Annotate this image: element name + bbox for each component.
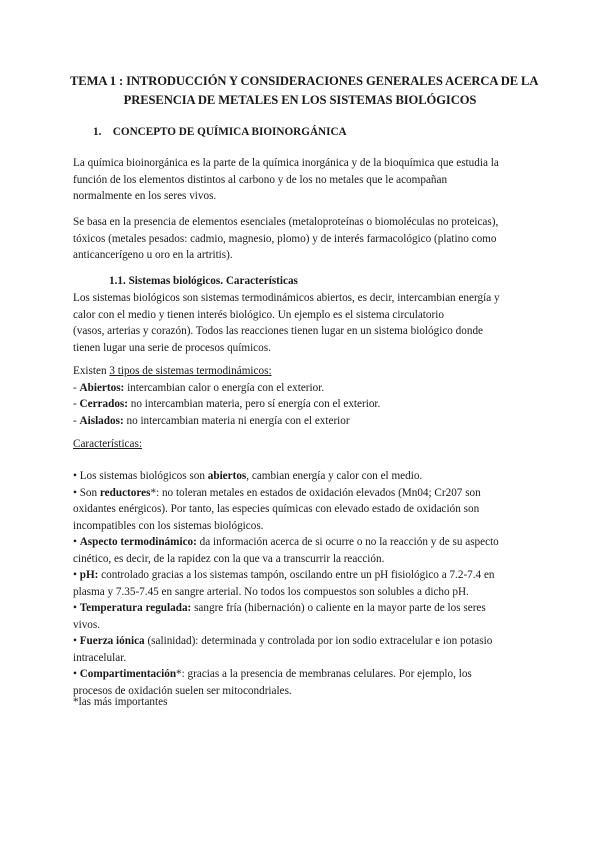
title-line-2: PRESENCIA DE METALES EN LOS SISTEMAS BIOLÓGICOS [123,93,477,107]
section-number: 1. [93,126,102,138]
paragraph-line: tóxicos (metales pesados: cadmio, magnesio, plomo) y de interés farmacológico (platino como [73,232,497,245]
characteristic-text: da información acerca de si ocurre o no la reacción y de su aspecto [196,536,499,548]
system-types-list [73,363,543,429]
characteristic-term: Fuerza iónica [79,635,145,647]
types-intro-prefix: Existen [73,365,110,377]
characteristic-text: • [73,569,80,581]
characteristic-text: plasma y 7.35-7.45 en sangre arterial. No todos los compuestos son solubles a dicho pH. [73,585,469,598]
paragraph-line: Se basa en la presencia de elementos esenciales (metaloproteínas o biomoléculas no proteicas), [73,216,499,228]
paragraph-line: anticancerígeno u oro en la artritis). [73,249,233,261]
type-dash: - [73,414,80,427]
characteristic-term: Temperatura regulada: [79,602,192,614]
characteristic-line [73,633,543,650]
type-item-closed [73,396,543,413]
types-intro-underlined: 3 tipos de sistemas termodinámicos: [109,365,272,377]
paragraph-line: normalmente en los seres vivos. [73,190,217,202]
type-item-isolated [73,413,543,430]
characteristic-text: *: no toleran metales en estados de oxidación elevados (Mn04; Cr207 son [150,486,481,499]
characteristic-line [73,534,543,551]
characteristics-list [73,468,543,699]
systems-paragraph [73,290,543,356]
characteristic-text: • [73,668,80,680]
type-text: no intercambian materia, pero sí energía con el exterior. [128,398,381,410]
characteristic-line [73,518,543,535]
characteristic-term: pH: [79,569,99,581]
paragraph-line: Los sistemas biológicos son sistemas termodinámicos abiertos, es decir, intercambian energía y [73,292,500,304]
paragraph-line: calor con el medio y tienen interés biológico. Un ejemplo es el sistema circulatorio [73,308,444,321]
characteristic-line [73,617,543,634]
characteristic-term: Aspecto termodinámico: [79,536,197,548]
characteristic-text: • Los sistemas biológicos son [73,470,208,482]
paragraph-line: función de los elementos distintos al carbono y de los no metales que le acompañan [73,173,448,186]
characteristic-text: sangre fría (hibernación) o caliente en la mayor parte de los seres [191,602,486,614]
characteristic-text: • Son [73,486,100,499]
type-term: Abiertos: [79,381,125,394]
type-dash: - [73,398,80,410]
paragraph-line: La química bioinorgánica es la parte de la química inorgánica y de la bioquímica que estudia la [73,157,499,169]
type-text: no intercambian materia ni energía con el exterior [123,414,350,427]
footnote: *las más importantes [73,696,168,708]
page-title [70,72,539,110]
definition-paragraph [73,155,543,205]
type-term: Cerrados: [79,398,128,410]
characteristic-text: • [73,536,80,548]
characteristic-text: oxidantes enérgicos). Por tanto, las especies químicas con elevado estado de oxidación son [73,503,480,515]
characteristic-item [73,666,543,699]
paragraph-line: tienen lugar una serie de procesos químicos. [73,341,271,354]
characteristic-text: • [73,635,80,647]
characteristic-text: *: gracias a la presencia de membranas celulares. Por ejemplo, los [176,668,472,680]
characteristic-item [73,600,543,633]
characteristic-item [73,567,543,600]
type-dash: - [73,381,80,394]
characteristic-text: cinético, es decir, de la rapidez con la que va a transcurrir la reacción. [73,552,385,565]
section-title: CONCEPTO DE QUÍMICA BIOINORGÁNICA [112,126,347,138]
characteristic-text: vivos. [73,618,101,631]
characteristic-line [73,551,543,568]
characteristic-line [73,584,543,601]
subsection-heading: 1.1. Sistemas biológicos. Características [109,275,298,287]
characteristic-line [73,567,543,584]
characteristic-line [73,600,543,617]
characteristic-item [73,468,543,485]
characteristic-text: intracelular. [73,651,127,664]
type-item-open [73,380,543,397]
characteristic-line [73,666,543,683]
characteristic-text: , cambian energía y calor con el medio. [246,470,423,482]
paragraph-line: (vasos, arterias y corazón). Todos las reacciones tienen lugar en un sistema biológico donde [73,325,484,337]
characteristic-line [73,501,543,518]
elements-paragraph [73,214,543,264]
characteristic-line [73,468,543,485]
characteristic-text: controlado gracias a los sistemas tampón, oscilando entre un pH fisiológico a 7.2-7.4 en [98,569,495,581]
characteristic-term: reductores [99,486,151,499]
characteristic-term: Compartimentación [79,668,177,680]
title-line-1: TEMA 1 : INTRODUCCIÓN Y CONSIDERACIONES GENERALES ACERCA DE LA [70,74,539,88]
characteristic-text: • [73,602,80,614]
characteristics-heading: Características: [73,438,142,450]
characteristic-item [73,633,543,666]
characteristic-item [73,534,543,567]
section-heading [93,126,347,138]
characteristic-text: (salinidad): determinada y controlada por ion sodio extracelular e ion potasio [144,635,493,647]
characteristic-text: procesos de oxidación suelen ser mitocondriales. [73,684,292,697]
types-intro [73,363,543,380]
characteristic-term: abiertos [207,470,247,482]
type-text: intercambian calor o energía con el exterior. [124,381,325,394]
type-term: Aislados: [79,414,124,427]
characteristic-text: incompatibles con los sistemas biológicos. [73,519,264,532]
characteristic-item [73,485,543,535]
characteristic-line [73,485,543,502]
characteristic-line [73,650,543,667]
